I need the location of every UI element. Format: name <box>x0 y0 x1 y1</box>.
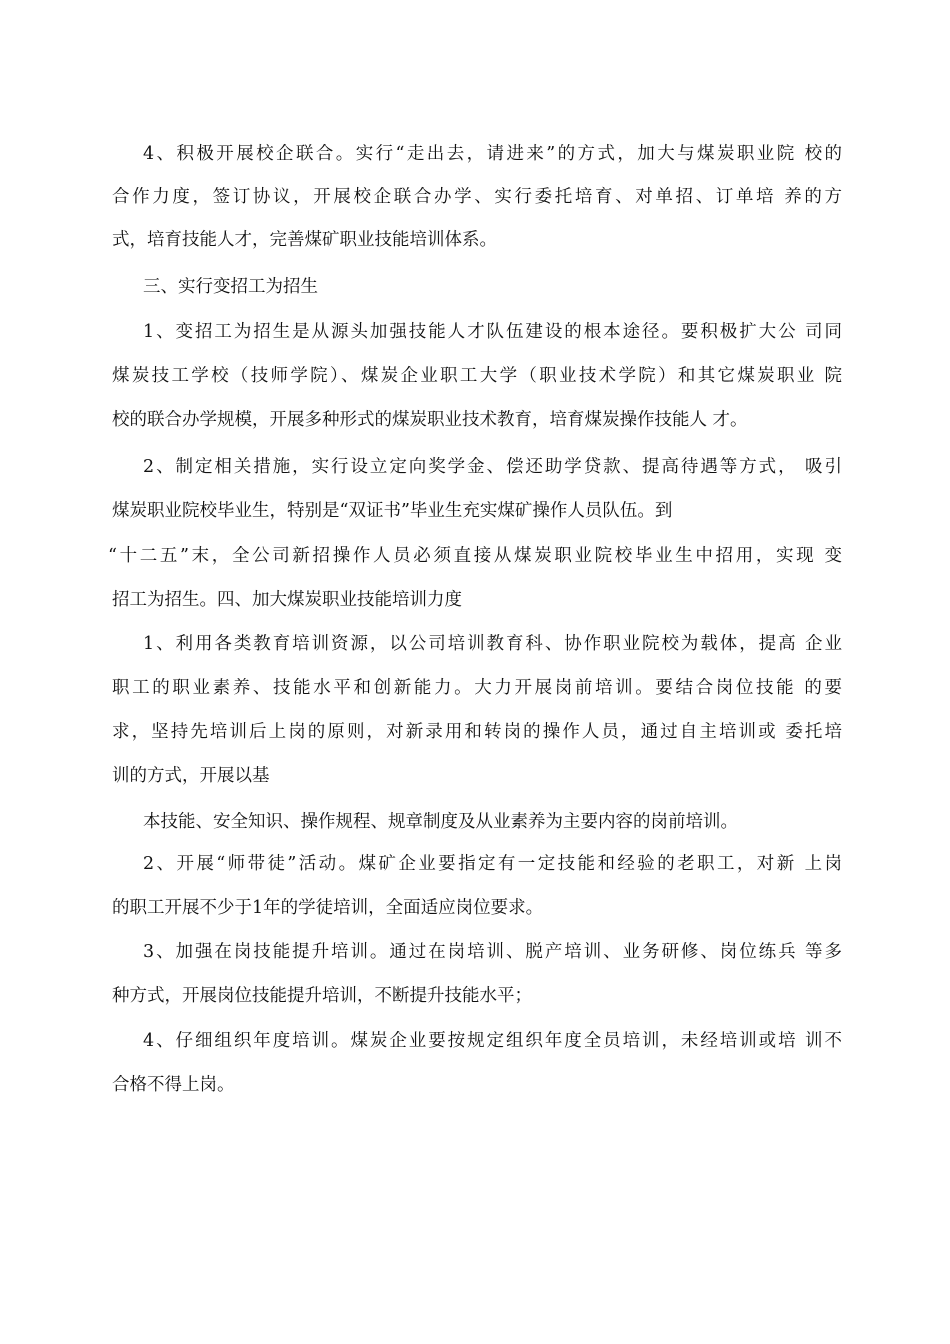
paragraph-line: 2、开展“师带徒”活动。煤矿企业要指定有一定技能和经验的老职工，对新 上岗 <box>143 854 842 874</box>
paragraph-line: 种方式，开展岗位技能提升培训，不断提升技能水平； <box>112 986 532 1006</box>
paragraph-line: “十二五”末，全公司新招操作人员必须直接从煤炭职业院校毕业生中招用，实现 变 <box>108 546 842 566</box>
paragraph-line: 4、积极开展校企联合。实行“走出去，请进来”的方式，加大与煤炭职业院 校的 <box>143 144 842 164</box>
paragraph-line: 招工为招生。四、加大煤炭职业技能培训力度 <box>112 590 462 610</box>
paragraph-line: 4、仔细组织年度培训。煤炭企业要按规定组织年度全员培训，未经培训或培 训不 <box>143 1031 842 1051</box>
paragraph-line: 1、利用各类教育培训资源，以公司培训教育科、协作职业院校为载体，提高 企业 <box>143 634 842 654</box>
paragraph-line: 煤炭职业院校毕业生，特别是“双证书”毕业生充实煤矿操作人员队伍。到 <box>112 501 673 521</box>
paragraph-line: 3、加强在岗技能提升培训。通过在岗培训、脱产培训、业务研修、岗位练兵 等多 <box>143 942 842 962</box>
paragraph-line: 合作力度，签订协议，开展校企联合办学、实行委托培育、对单招、订单培 养的方 <box>112 187 842 207</box>
paragraph-line: 求，坚持先培训后上岗的原则，对新录用和转岗的操作人员，通过自主培训或 委托培 <box>112 722 842 742</box>
paragraph-line: 训的方式，开展以基 <box>112 766 270 786</box>
paragraph-line: 2、制定相关措施，实行设立定向奖学金、偿还助学贷款、提高待遇等方式， 吸引 <box>143 457 842 477</box>
paragraph-line: 本技能、安全知识、操作规程、规章制度及从业素养为主要内容的岗前培训。 <box>143 812 738 832</box>
paragraph-line: 1、变招工为招生是从源头加强技能人才队伍建设的根本途径。要积极扩大公 司同 <box>143 322 842 342</box>
paragraph-line: 的职工开展不少于1年的学徒培训，全面适应岗位要求。 <box>112 898 544 918</box>
paragraph-line: 校的联合办学规模，开展多种形式的煤炭职业技术教育，培育煤炭操作技能人 才。 <box>112 410 748 430</box>
paragraph-line: 式，培育技能人才，完善煤矿职业技能培训体系。 <box>112 230 497 250</box>
paragraph-line: 合格不得上岗。 <box>112 1075 235 1095</box>
paragraph-line: 煤炭技工学校（技师学院）、煤炭企业职工大学（职业技术学院）和其它煤炭职业 院 <box>112 366 842 386</box>
paragraph-line: 职工的职业素养、技能水平和创新能力。大力开展岗前培训。要结合岗位技能 的要 <box>112 678 842 698</box>
section-heading: 三、实行变招工为招生 <box>143 277 318 297</box>
